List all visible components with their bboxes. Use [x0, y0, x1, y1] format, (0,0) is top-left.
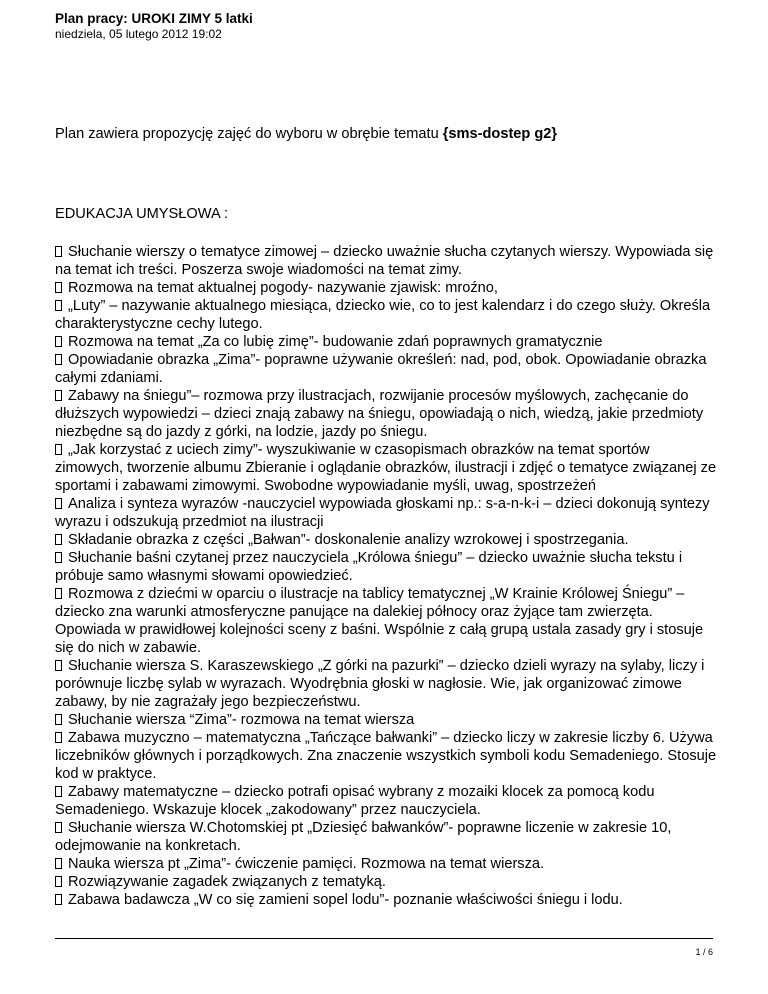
page-number: 1 / 6 — [695, 947, 713, 957]
list-item-text: Rozmowa na temat aktualnej pogody- nazywanie zjawisk: mroźno, — [68, 280, 498, 296]
list-item-text: Rozmowa z dziećmi w oparciu o ilustracje na tablicy tematycznej „W Krainie Królowej Śniegu” – dziecko zna warunki atmosferyczne panujące na dalekiej północy oraz żyjące tam zwierzęta. Opowiada w prawidłowej kolejności sceny z baśni. Wspólnie z całą grupą ustala zasady gry i stosuje się do nich w zabawie. — [55, 586, 704, 656]
bullet-icon — [55, 534, 62, 545]
list-item-text: „Jak korzystać z uciech zimy”- wyszukiwanie w czasopismach obrazków na temat sportów zimowych, tworzenie albumu Zbieranie i oglądanie obrazków, ilustracji i zdjęć o tematyce związanej ze sportami i zabawami zimowymi. Swobodne wypowiadanie myśli, uwag, spostrzeżeń — [55, 442, 717, 494]
list-item — [55, 855, 720, 873]
bullet-icon — [55, 390, 62, 401]
list-item — [55, 873, 720, 891]
list-item-text: Słuchanie wierszy o tematyce zimowej – dziecko uważnie słucha czytanych wierszy. Wypowiada się na temat ich treści. Poszerza swoje wiadomości na temat zimy. — [55, 244, 714, 278]
list-item — [55, 531, 720, 549]
activity-list — [55, 243, 720, 909]
list-item — [55, 549, 720, 585]
list-item-text: „Luty” – nazywanie aktualnego miesiąca, dziecko wie, co to jest kalendarz i do czego służy. Określa charakterystyczne cechy lutego. — [55, 298, 711, 332]
list-item-text: Zabawy matematyczne – dziecko potrafi opisać wybrany z mozaiki klocek za pomocą kodu Semadeniego. Wskazuje klocek „zakodowany” przez nauczyciela. — [55, 784, 655, 818]
bullet-icon — [55, 822, 62, 833]
list-item-text: Zabawa badawcza „W co się zamieni sopel lodu”- poznanie właściwości śniegu i lodu. — [68, 892, 623, 908]
list-item — [55, 657, 720, 711]
list-item-text: Składanie obrazka z części „Bałwan”- doskonalenie analizy wzrokowej i spostrzegania. — [68, 532, 629, 548]
bullet-icon — [55, 282, 62, 293]
list-item-text: Analiza i synteza wyrazów -nauczyciel wypowiada głoskami np.: s-a-n-k-i – dzieci dokonują syntezy wyrazu i odszukują przedmiot na ilustracji — [55, 496, 710, 530]
bullet-icon — [55, 588, 62, 599]
document-header — [55, 11, 253, 42]
bullet-icon — [55, 336, 62, 347]
list-item-text: Opowiadanie obrazka „Zima”- poprawne używanie określeń: nad, pod, obok. Opowiadanie obrazka całymi zdaniami. — [55, 352, 707, 386]
list-item — [55, 279, 720, 297]
bullet-icon — [55, 498, 62, 509]
list-item — [55, 819, 720, 855]
list-item — [55, 333, 720, 351]
list-item — [55, 243, 720, 279]
section-heading: EDUKACJA UMYSŁOWA : — [55, 206, 229, 222]
list-item — [55, 441, 720, 495]
list-item-text: Rozwiązywanie zagadek związanych z tematyką. — [68, 874, 386, 890]
list-item — [55, 297, 720, 333]
list-item — [55, 891, 720, 909]
list-item — [55, 387, 720, 441]
bullet-icon — [55, 894, 62, 905]
list-item-text: Rozmowa na temat „Za co lubię zimę”- budowanie zdań poprawnych gramatycznie — [68, 334, 603, 350]
list-item — [55, 585, 720, 657]
list-item — [55, 351, 720, 387]
bullet-icon — [55, 786, 62, 797]
document-title: Plan pracy: UROKI ZIMY 5 latki — [55, 11, 253, 26]
list-item — [55, 711, 720, 729]
bullet-icon — [55, 354, 62, 365]
bullet-icon — [55, 444, 62, 455]
list-item — [55, 729, 720, 783]
list-item — [55, 783, 720, 819]
footer-divider — [55, 938, 713, 939]
intro-text: Plan zawiera propozycję zajęć do wyboru w obrębie tematu — [55, 126, 443, 142]
list-item-text: Słuchanie wiersza S. Karaszewskiego „Z górki na pazurki” – dziecko dzieli wyrazy na sylaby, liczy i porównuje liczbę sylab w wyrazach. Wyodrębnia głoski w nagłosie. Wie, jak organizować zimowe zabawy, by nie zagrażały jego bezpieczeństwu. — [55, 658, 705, 710]
bullet-icon — [55, 858, 62, 869]
bullet-icon — [55, 714, 62, 725]
list-item-text: Słuchanie wiersza W.Chotomskiej pt „Dziesięć bałwanków”- poprawne liczenie w zakresie 10, odejmowanie na konkretach. — [55, 820, 672, 854]
bullet-icon — [55, 552, 62, 563]
intro-tag: {sms-dostep g2} — [442, 126, 558, 142]
bullet-icon — [55, 246, 62, 257]
bullet-icon — [55, 876, 62, 887]
document-date: niedziela, 05 lutego 2012 19:02 — [55, 27, 222, 41]
list-item-text: Słuchanie wiersza “Zima”- rozmowa na temat wiersza — [68, 712, 415, 728]
list-item-text: Nauka wiersza pt „Zima”- ćwiczenie pamięci. Rozmowa na temat wiersza. — [68, 856, 545, 872]
bullet-icon — [55, 660, 62, 671]
intro-paragraph — [55, 125, 715, 143]
list-item-text: Zabawy na śniegu”– rozmowa przy ilustracjach, rozwijanie procesów myślowych, zachęcanie do dłuższych wypowiedzi – dzieci znają zabawy na śniegu, opowiadają o nich, wiedzą, jakie przedmioty niezbędne są do jazdy z górki, na lodzie, jazdy po śniegu. — [55, 388, 704, 440]
list-item-text: Zabawa muzyczno – matematyczna „Tańczące bałwanki” – dziecko liczy w zakresie liczby 6. Używa liczebników głównych i porządkowych. Zna znaczenie wszystkich symboli kodu Semadeniego. Stosuje kod w praktyce. — [55, 730, 717, 782]
bullet-icon — [55, 732, 62, 743]
list-item — [55, 495, 720, 531]
list-item-text: Słuchanie baśni czytanej przez nauczyciela „Królowa śniegu” – dziecko uważnie słucha tekstu i próbuje samo własnymi słowami opowiedzieć. — [55, 550, 683, 584]
bullet-icon — [55, 300, 62, 311]
